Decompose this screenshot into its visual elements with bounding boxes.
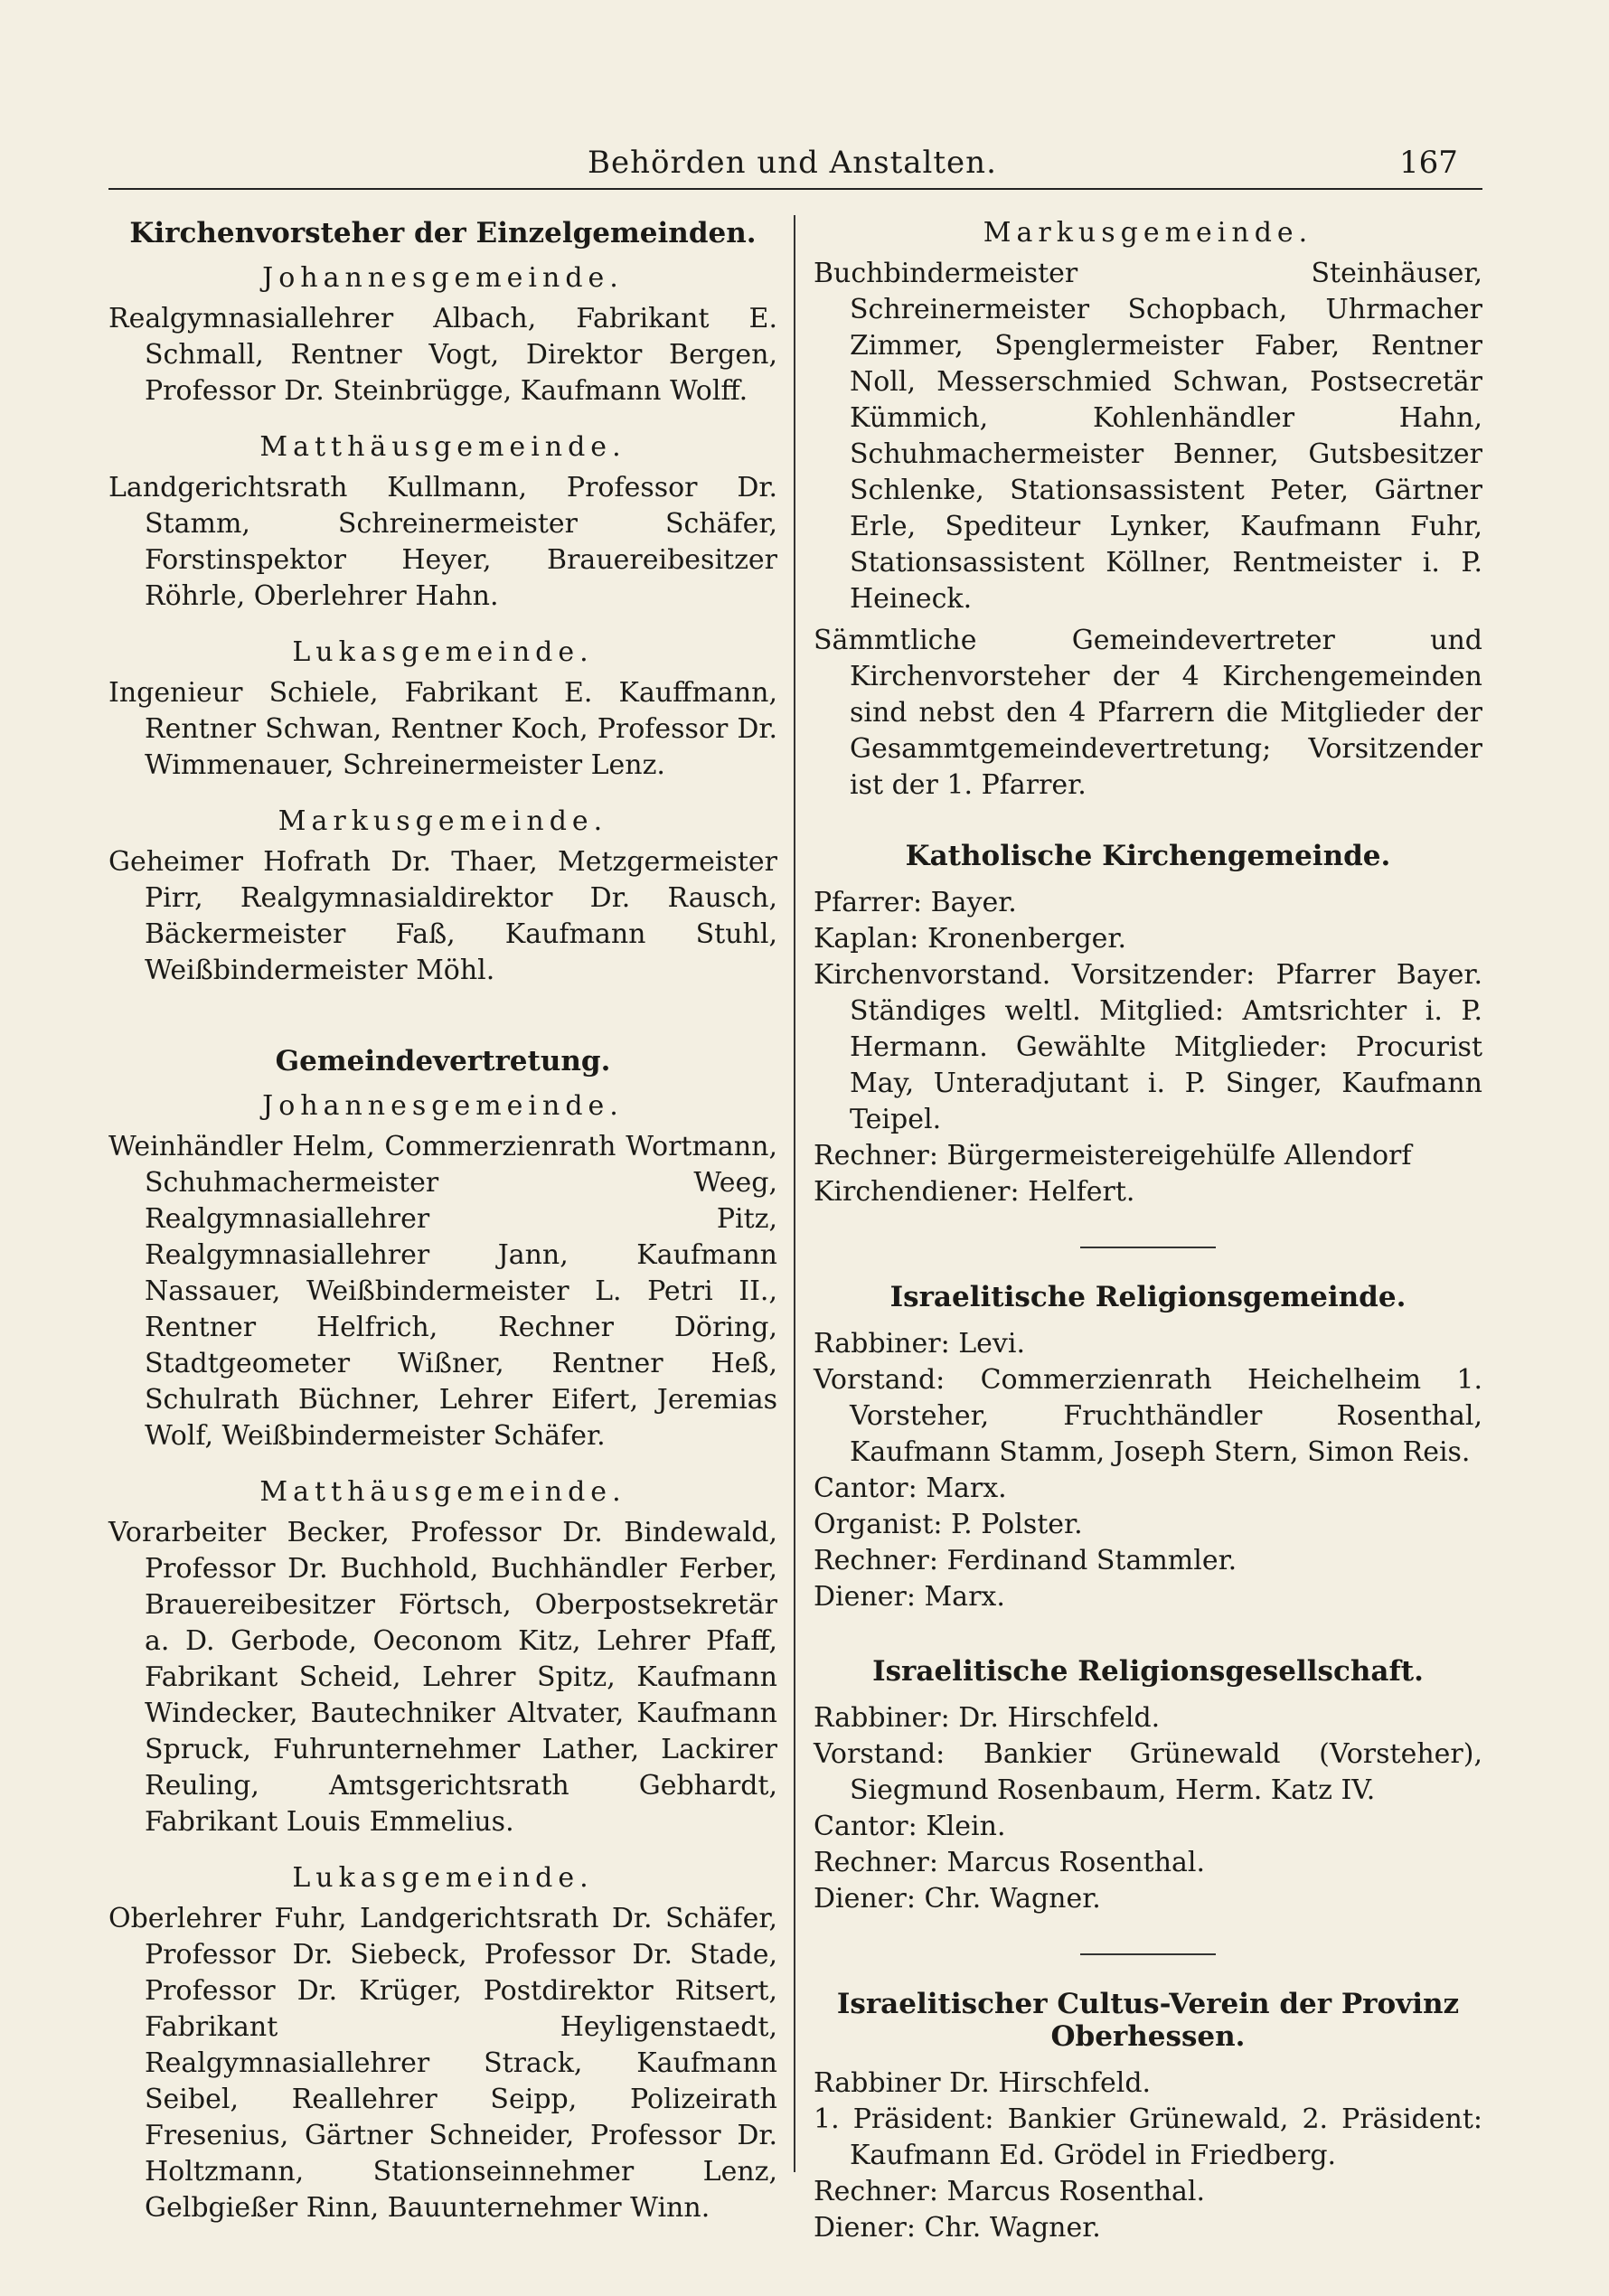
note-paragraph: Sämmtliche Gemeindevertreter und Kirchenvorsteher der 4 Kirchengemeinden sind nebst den 4 Pfarrern die Mitglieder der Gesammtgemeindevertretung; Vorsitzender ist der 1. Pfarrer.: [814, 625, 1482, 801]
section-divider: [1080, 1247, 1216, 1248]
parish-name: Johannesgemeinde.: [262, 262, 624, 294]
section-heading-gemeindevertretung: Gemeindevertretung.: [275, 1045, 611, 1077]
entry-line: Organist: P. Polster.: [814, 1509, 1083, 1540]
member-list: Weinhändler Helm, Commerzienrath Wortmann, Schuhmachermeister Weeg, Realgymnasiallehrer Pitz, Realgymnasiallehrer Jann, Kaufmann Nassauer, Weißbindermeister L. Petri II., Rentner Helfrich, Rechner Döring, Stadtgeometer Wißner, Rentner Heß, Schulrath Büchner, Lehrer Eifert, Jeremias Wolf, Weißbindermeister Schäfer.: [108, 1131, 777, 1452]
entry-line: Vorstand: Commerzienrath Heichelheim 1. Vorsteher, Fruchthändler Rosenthal, Kaufmann Stamm, Joseph Stern, Simon Reis.: [814, 1364, 1482, 1468]
entry-line: Rechner: Bürgermeistereigehülfe Allendorf: [814, 1140, 1412, 1172]
entry-line: Cantor: Marx.: [814, 1473, 1007, 1504]
member-list: Realgymnasiallehrer Albach, Fabrikant E. Schmall, Rentner Vogt, Direktor Bergen, Professor Dr. Steinbrügge, Kaufmann Wolff.: [108, 303, 777, 407]
entry-line: Diener: Chr. Wagner.: [814, 2212, 1101, 2244]
parish-name: Matthäusgemeinde.: [259, 431, 626, 463]
page-number: 167: [1399, 145, 1458, 181]
entry-line: Diener: Marx.: [814, 1581, 1005, 1613]
entry-line: Pfarrer: Bayer.: [814, 887, 1017, 918]
header-rule: [108, 188, 1482, 190]
section-heading-kirchenvorsteher: Kirchenvorsteher der Einzelgemeinden.: [129, 217, 757, 249]
entry-line: 1. Präsident: Bankier Grünewald, 2. Präsident: Kaufmann Ed. Grödel in Friedberg.: [814, 2103, 1482, 2171]
running-header-title: Behörden und Anstalten.: [588, 145, 997, 181]
section-heading-katholisch: Katholische Kirchengemeinde.: [905, 840, 1391, 872]
entry-line: Rabbiner Dr. Hirschfeld.: [814, 2067, 1152, 2099]
entry-line: Rechner: Marcus Rosenthal.: [814, 2176, 1206, 2207]
entry-line: Kirchenvorstand. Vorsitzender: Pfarrer Bayer. Ständiges weltl. Mitglied: Amtsrichter i. P. Hermann. Gewählte Mitglieder: Procurist May, Unteradjutant i. P. Singer, Kaufmann Teipel.: [814, 959, 1482, 1135]
entry-line: Vorstand: Bankier Grünewald (Vorsteher), Siegmund Rosenbaum, Herm. Katz IV.: [814, 1738, 1482, 1806]
entry-line: Kaplan: Kronenberger.: [814, 923, 1126, 955]
member-list: Oberlehrer Fuhr, Landgerichtsrath Dr. Schäfer, Professor Dr. Siebeck, Professor Dr. Stade, Professor Dr. Krüger, Postdirektor Ritsert, Fabrikant Heyligenstaedt, Realgymnasiallehrer Strack, Kaufmann Seibel, Reallehrer Seipp, Polizeirath Fresenius, Gärtner Schneider, Professor Dr. Holtzmann, Stationseinnehmer Lenz, Gelbgießer Rinn, Bauunternehmer Winn.: [108, 1903, 777, 2224]
section-divider: [1080, 1953, 1216, 1955]
left-column: [108, 217, 777, 2248]
parish-name: Lukasgemeinde.: [292, 1862, 594, 1894]
parish-name: Johannesgemeinde.: [262, 1090, 624, 1122]
column-divider: [794, 215, 795, 2172]
entry-line: Rabbiner: Dr. Hirschfeld.: [814, 1702, 1161, 1734]
entry-line: Rechner: Marcus Rosenthal.: [814, 1847, 1206, 1878]
right-column: [814, 217, 1482, 2246]
section-heading-israel-gemeinde: Israelitische Religionsgemeinde.: [889, 1281, 1407, 1313]
section-heading-cultus-verein: Israelitischer Cultus-Verein der Provinz Oberhessen.: [836, 1988, 1460, 2053]
parish-name: Matthäusgemeinde.: [259, 1476, 626, 1508]
parish-name: Markusgemeinde.: [983, 217, 1313, 249]
entry-line: Diener: Chr. Wagner.: [814, 1883, 1101, 1915]
entry-line: Rabbiner: Levi.: [814, 1328, 1025, 1360]
section-heading-israel-gesellschaft: Israelitische Religionsgesellschaft.: [872, 1655, 1424, 1688]
entry-line: Cantor: Klein.: [814, 1811, 1006, 1842]
entry-line: Rechner: Ferdinand Stammler.: [814, 1545, 1237, 1576]
entry-line: Kirchendiener: Helfert.: [814, 1176, 1135, 1208]
member-list: Geheimer Hofrath Dr. Thaer, Metzgermeister Pirr, Realgymnasialdirektor Dr. Rausch, Bäckermeister Faß, Kaufmann Stuhl, Weißbindermeister Möhl.: [108, 846, 777, 986]
parish-name: Markusgemeinde.: [278, 805, 608, 837]
member-list: Vorarbeiter Becker, Professor Dr. Bindewald, Professor Dr. Buchhold, Buchhändler Ferber, Brauereibesitzer Förtsch, Oberpostsekretär a. D. Gerbode, Oeconom Kitz, Lehrer Pfaff, Fabrikant Scheid, Lehrer Spitz, Kaufmann Windecker, Bautechniker Altvater, Kaufmann Spruck, Fuhrunternehmer Lather, Lackirer Reuling, Amtsgerichtsrath Gebhardt, Fabrikant Louis Emmelius.: [108, 1517, 777, 1838]
parish-name: Lukasgemeinde.: [292, 636, 594, 668]
member-list: Buchbindermeister Steinhäuser, Schreinermeister Schopbach, Uhrmacher Zimmer, Spenglermeister Faber, Rentner Noll, Messerschmied Schwan, Postsecretär Kümmich, Kohlenhändler Hahn, Schuhmachermeister Benner, Gutsbesitzer Schlenke, Stationsassistent Peter, Gärtner Erle, Spediteur Lynker, Kaufmann Fuhr, Stationsassistent Köllner, Rentmeister i. P. Heineck.: [814, 258, 1482, 615]
member-list: Landgerichtsrath Kullmann, Professor Dr. Stamm, Schreinermeister Schäfer, Forstinspektor Heyer, Brauereibesitzer Röhrle, Oberlehrer Hahn.: [108, 472, 777, 612]
member-list: Ingenieur Schiele, Fabrikant E. Kauffmann, Rentner Schwan, Rentner Koch, Professor Dr. Wimmenauer, Schreinermeister Lenz.: [108, 677, 777, 781]
